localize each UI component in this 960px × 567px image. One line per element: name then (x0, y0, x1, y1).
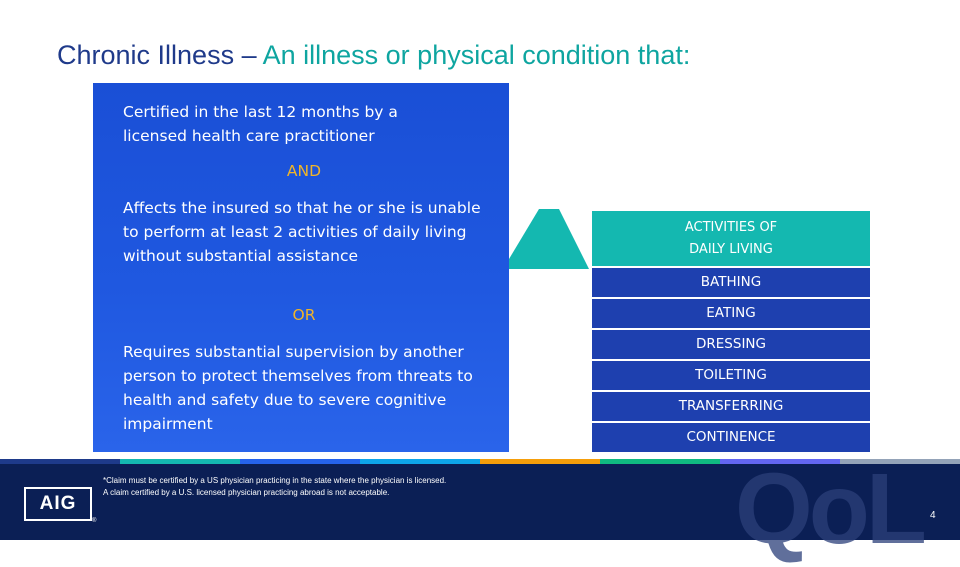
adl-item-transferring: TRANSFERRING (592, 392, 870, 421)
page-title (57, 40, 690, 71)
adl-list (592, 211, 870, 452)
stripe-teal (120, 459, 240, 464)
adl-item-continence: CONTINENCE (592, 423, 870, 452)
footnote-line-2: A claim certified by a U.S. licensed physician practicing abroad is not acceptable. (103, 488, 390, 497)
title-subtitle: An illness or physical condition that: (262, 40, 691, 70)
aig-logo: AIG (24, 487, 92, 521)
adl-item-dressing: DRESSING (592, 330, 870, 359)
stripe-green (600, 459, 720, 464)
stripe-sky (360, 459, 480, 464)
stripe-blue (240, 459, 360, 464)
stripe-orange (480, 459, 600, 464)
title-main: Chronic Illness – (57, 40, 263, 70)
page-number: 4 (930, 510, 936, 521)
criterion-cognitive: Requires substantial supervision by another person to protect themselves from threats to health and safety due to severe cognitive impairment (123, 343, 473, 433)
criterion-adl: Affects the insured so that he or she is unable to perform at least 2 activities of daily living without substantial assistance (123, 199, 481, 265)
adl-item-toileting: TOILETING (592, 361, 870, 390)
qol-watermark: QoL (735, 453, 923, 565)
adl-header: ACTIVITIES OF DAILY LIVING (592, 211, 870, 266)
and-connector: AND (286, 162, 322, 180)
footnote (103, 475, 446, 499)
adl-item-bathing: BATHING (592, 268, 870, 297)
criterion-certified: Certified in the last 12 months by a licensed health care practitioner (123, 103, 398, 145)
stripe-navy (0, 459, 120, 464)
arrow-connector-icon (509, 209, 589, 269)
registered-mark: ® (92, 518, 97, 524)
adl-item-eating: EATING (592, 299, 870, 328)
footnote-line-1: *Claim must be certified by a US physician practicing in the state where the physician is licensed. (103, 476, 447, 485)
or-connector: OR (292, 306, 316, 324)
